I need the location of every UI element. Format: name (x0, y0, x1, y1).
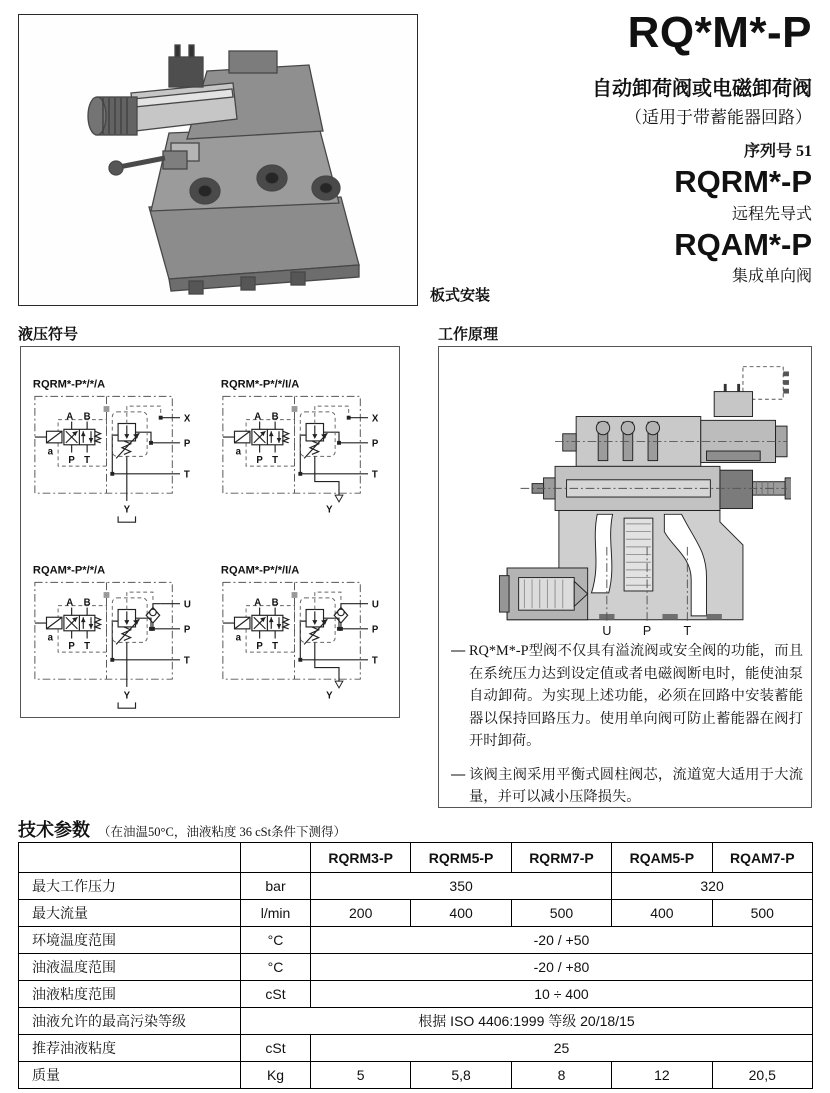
svg-text:A: A (254, 411, 262, 423)
spec-value: -20 / +50 (311, 927, 813, 954)
port-label-p: P (642, 624, 652, 637)
spec-unit-header (241, 843, 311, 873)
spec-col-header: RQRM3-P (311, 843, 411, 873)
spec-row-name: 环境温度范围 (19, 927, 241, 954)
principle-bullet-1-text: RQ*M*-P型阀不仅具有溢流阀或安全阀的功能，而且在系统压力达到设定值或者电磁阀断电时，能使油泵自动卸荷。为实现上述功能，必须在回路中安装蓄能器以保持回路压力。使用单向阀可防止蓄能器在阀打开时卸荷。 (469, 643, 803, 750)
specs-section-heading: 技术参数 (18, 820, 90, 840)
svg-text:T: T (183, 469, 190, 481)
svg-text:a: a (235, 446, 242, 458)
spec-row (19, 927, 813, 954)
svg-text:B: B (83, 411, 91, 423)
principle-notes (451, 640, 803, 820)
svg-text:T: T (183, 655, 190, 667)
valve-description: 自动卸荷阀或电磁卸荷阀 (592, 78, 812, 101)
svg-text:A: A (66, 411, 74, 423)
spec-col-header: RQAM5-P (612, 843, 712, 873)
svg-text:P: P (256, 455, 263, 467)
port-label-u: U (602, 624, 612, 637)
spec-row (19, 873, 813, 900)
spec-row-name: 油液粘度范围 (19, 981, 241, 1008)
svg-text:B: B (83, 597, 91, 609)
svg-text:P: P (183, 624, 191, 636)
spec-value: 500 (712, 900, 812, 927)
bullet-dash: — (451, 766, 466, 783)
svg-text:B: B (271, 597, 279, 609)
spec-row-name: 最大工作压力 (19, 873, 241, 900)
svg-text:U: U (183, 599, 191, 611)
spec-value: 320 (612, 873, 813, 900)
page-title: RQ*M*-P (627, 8, 812, 57)
spec-value: -20 / +80 (311, 954, 813, 981)
svg-text:Y: Y (326, 690, 333, 702)
spec-value: 5 (311, 1062, 411, 1089)
spec-corner-cell (19, 843, 241, 873)
svg-text:RQAM*-P*/*/A: RQAM*-P*/*/A (32, 564, 106, 577)
svg-text:P: P (371, 438, 379, 450)
spec-row (19, 900, 813, 927)
spec-row (19, 954, 813, 981)
principle-section-heading: 工作原理 (438, 327, 499, 343)
svg-text:P: P (256, 641, 263, 653)
spec-value: 500 (511, 900, 611, 927)
svg-text:A: A (254, 597, 262, 609)
mounting-label: 板式安装 (430, 288, 491, 304)
svg-text:RQRM*-P*/*/I/A: RQRM*-P*/*/I/A (220, 378, 300, 391)
spec-value: 350 (311, 873, 612, 900)
spec-value: 12 (612, 1062, 712, 1089)
valve-cross-section (461, 359, 791, 637)
svg-text:T: T (84, 455, 91, 467)
svg-text:X: X (183, 413, 191, 425)
principle-box (438, 346, 812, 808)
principle-bullet-2 (451, 764, 803, 809)
model-rqam-desc: 集成单向阀 (731, 268, 812, 286)
svg-text:P: P (68, 641, 75, 653)
hydraulic-symbol-diagram (219, 377, 399, 530)
svg-text:a: a (47, 446, 54, 458)
svg-text:X: X (371, 413, 379, 425)
title-block (420, 10, 812, 286)
spec-value: 400 (411, 900, 511, 927)
svg-text:RQAM*-P*/*/I/A: RQAM*-P*/*/I/A (220, 564, 300, 577)
spec-value: 10 ÷ 400 (311, 981, 813, 1008)
valve-description-note: （适用于带蓄能器回路） (625, 108, 812, 128)
svg-text:T: T (371, 469, 378, 481)
spec-col-header: RQRM5-P (411, 843, 511, 873)
spec-value: 200 (311, 900, 411, 927)
svg-text:A: A (66, 597, 74, 609)
spec-unit: cSt (241, 981, 311, 1008)
symbols-box (20, 346, 400, 718)
svg-text:Y: Y (123, 690, 131, 702)
svg-text:U: U (371, 599, 379, 611)
svg-text:T: T (371, 655, 378, 667)
port-label-t: T (683, 624, 692, 637)
spec-row (19, 1062, 813, 1089)
specs-table (18, 842, 813, 1089)
spec-row-name: 推荐油液粘度 (19, 1035, 241, 1062)
spec-row-name: 最大流量 (19, 900, 241, 927)
spec-unit: l/min (241, 900, 311, 927)
svg-text:T: T (272, 641, 279, 653)
svg-text:a: a (47, 632, 54, 644)
svg-text:T: T (272, 455, 279, 467)
hydraulic-symbol-diagram (31, 377, 211, 530)
spec-row (19, 1008, 813, 1035)
svg-text:T: T (84, 641, 91, 653)
spec-row (19, 981, 813, 1008)
spec-col-header: RQRM7-P (511, 843, 611, 873)
spec-value: 20,5 (712, 1062, 812, 1089)
product-photo-image (19, 15, 417, 305)
model-rqrm: RQRM*-P (674, 164, 812, 200)
spec-value: 根据 ISO 4406:1999 等级 20/18/15 (241, 1008, 813, 1035)
spec-row (19, 1035, 813, 1062)
svg-text:P: P (371, 624, 379, 636)
spec-value: 25 (311, 1035, 813, 1062)
spec-unit: Kg (241, 1062, 311, 1089)
hydraulic-symbol-diagram (219, 563, 399, 716)
svg-text:B: B (271, 411, 279, 423)
svg-text:Y: Y (326, 504, 333, 516)
model-rqam: RQAM*-P (674, 226, 812, 262)
svg-text:P: P (68, 455, 75, 467)
spec-value: 400 (612, 900, 712, 927)
svg-text:P: P (183, 438, 191, 450)
svg-text:RQRM*-P*/*/A: RQRM*-P*/*/A (32, 378, 106, 391)
spec-row-name: 油液允许的最高污染等级 (19, 1008, 241, 1035)
principle-bullet-2-text: 该阀主阀采用平衡式圆柱阀芯，流道宽大适用于大流量，并可以减小压降损失。 (469, 766, 803, 806)
spec-value: 8 (511, 1062, 611, 1089)
specs-heading-row (18, 816, 812, 842)
spec-unit: cSt (241, 1035, 311, 1062)
model-rqrm-desc: 远程先导式 (731, 205, 812, 223)
series-number: 序列号 51 (743, 143, 812, 161)
svg-text:Y: Y (123, 504, 131, 516)
principle-bullet-1 (451, 640, 803, 753)
svg-text:a: a (235, 632, 242, 644)
specs-test-conditions: （在油温50°C，油液粘度 36 cSt条件下测得） (98, 825, 347, 839)
bullet-dash: — (451, 643, 466, 659)
spec-unit: °C (241, 927, 311, 954)
spec-unit: °C (241, 954, 311, 981)
spec-value: 5,8 (411, 1062, 511, 1089)
spec-row-name: 油液温度范围 (19, 954, 241, 981)
spec-unit: bar (241, 873, 311, 900)
product-photo-frame (18, 14, 418, 306)
spec-col-header: RQAM7-P (712, 843, 812, 873)
symbols-section-heading: 液压符号 (18, 327, 79, 343)
spec-row-name: 质量 (19, 1062, 241, 1089)
hydraulic-symbol-diagram (31, 563, 211, 716)
